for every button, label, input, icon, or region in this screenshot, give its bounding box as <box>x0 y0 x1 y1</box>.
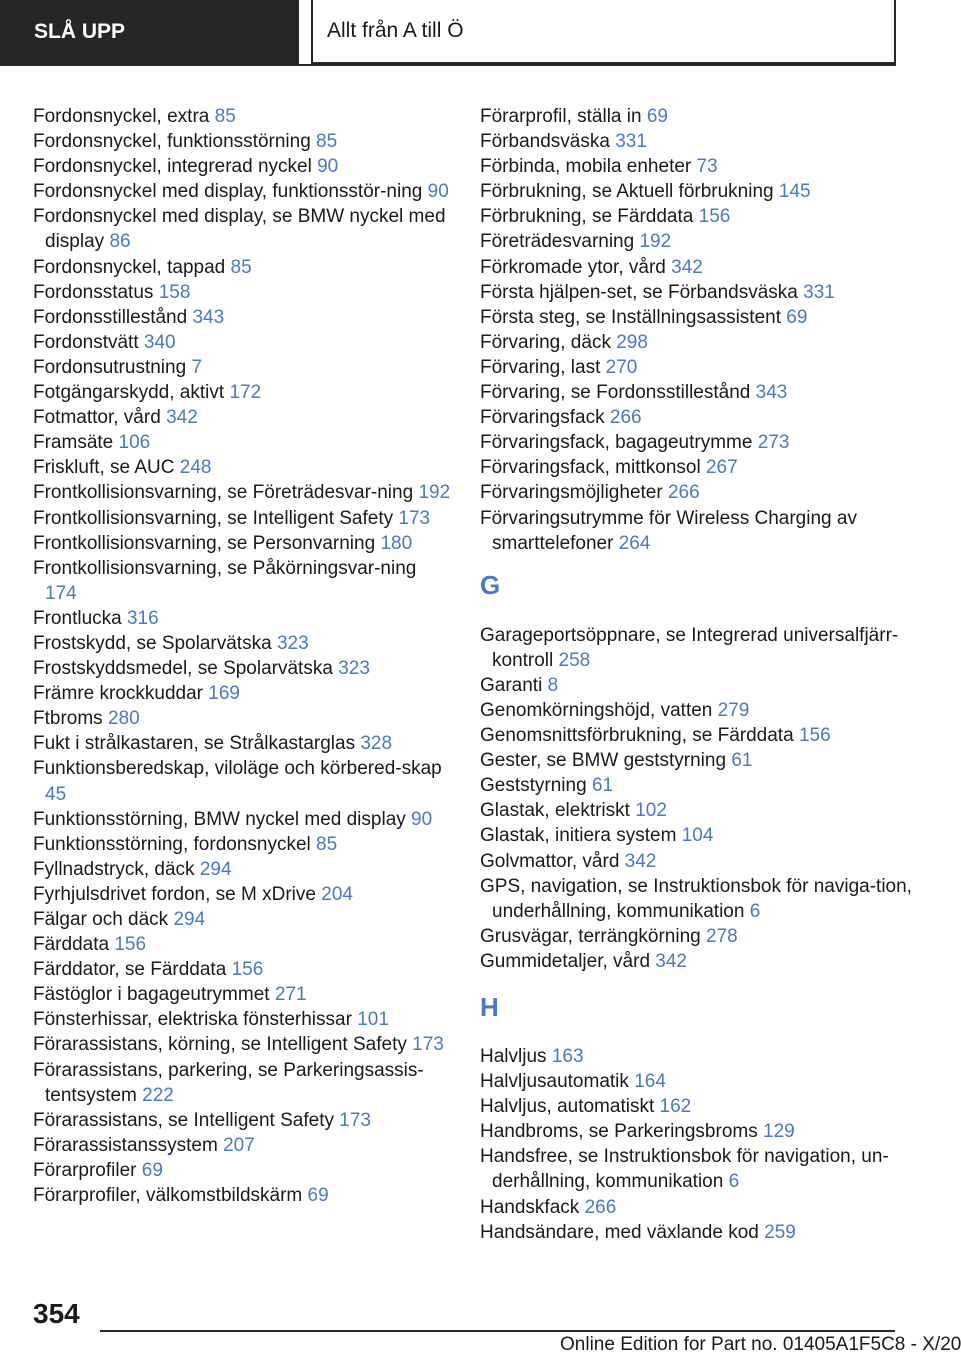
entry-page-link[interactable]: 85 <box>230 256 252 278</box>
entry-text: Förvaringsfack, bagageutrymme <box>480 432 753 454</box>
index-entry <box>480 1069 930 1094</box>
entry-page-link[interactable]: 45 <box>45 783 67 805</box>
entry-text: Frontkollisionsvarning, se Påkörningsvar‐ning <box>33 557 417 579</box>
entry-text: Frontkollisionsvarning, se Intelligent Safety <box>33 507 394 529</box>
index-entry <box>480 1094 930 1119</box>
entry-text: Fordonsnyckel, funktionsstörning <box>33 131 311 153</box>
entry-page-link[interactable]: 264 <box>618 532 651 554</box>
entry-page-link[interactable]: 6 <box>749 900 761 922</box>
entry-text: Handskfack <box>480 1196 580 1218</box>
entry-page-link[interactable]: 192 <box>639 231 672 253</box>
entry-page-link[interactable]: 90 <box>427 181 449 203</box>
index-entry <box>480 849 930 874</box>
entry-page-link[interactable]: 266 <box>609 407 642 429</box>
entry-text: Fotgängarskydd, aktivt <box>33 382 225 404</box>
entry-page-link[interactable]: 294 <box>199 858 232 880</box>
index-entry <box>33 280 453 305</box>
entry-text: Fordonsnyckel, integrerad nyckel <box>33 156 312 178</box>
index-entry <box>33 882 453 907</box>
entry-text: Handbroms, se Parkeringsbroms <box>480 1121 758 1143</box>
entry-text: Friskluft, se AUC <box>33 457 175 479</box>
entry-page-link[interactable]: 169 <box>208 683 240 705</box>
entry-text: Förvaring, däck <box>480 331 611 353</box>
index-entry <box>480 924 930 949</box>
entry-text: Fordonsstillestånd <box>33 306 188 328</box>
letter-heading-g: G <box>480 569 501 600</box>
entry-text: Genomsnittsförbrukning, se Färddata <box>480 725 794 747</box>
entry-text: Frontkollisionsvarning, se Personvarning <box>33 532 376 554</box>
entry-text: Fästöglor i bagageutrymmet <box>33 984 270 1006</box>
index-entry <box>480 1195 930 1220</box>
index-entry <box>480 380 930 405</box>
index-entry <box>33 857 453 882</box>
index-entry <box>480 104 930 129</box>
index-entry <box>33 1058 453 1108</box>
index-entry <box>33 255 453 280</box>
entry-text: Gester, se BMW geststyrning <box>480 750 727 772</box>
index-entry <box>33 1007 453 1032</box>
index-entry <box>33 1133 453 1158</box>
entry-page-link[interactable]: 342 <box>624 850 657 872</box>
entry-page-link[interactable]: 298 <box>616 331 648 353</box>
index-entry <box>480 480 930 505</box>
index-entry <box>33 179 453 204</box>
entry-text: Förvaringsfack, mittkonsol <box>480 457 701 479</box>
entry-text: Halvljusautomatik <box>480 1071 629 1093</box>
entry-page-link[interactable]: 331 <box>803 281 835 303</box>
index-entry <box>33 656 453 681</box>
entry-page-link[interactable]: 323 <box>338 658 370 680</box>
entry-text: Glastak, elektriskt <box>480 800 630 822</box>
entry-text: Funktionsstörning, fordonsnyckel <box>33 833 311 855</box>
entry-text: Förarprofiler, välkomstbildskärm <box>33 1185 303 1207</box>
index-entry <box>33 1108 453 1133</box>
entry-text: Handsfree, se Instruktionsbok för navigation, un‐derhållning, kommunikation <box>480 1146 889 1193</box>
entry-text: Fordonsnyckel, tappad <box>33 256 226 278</box>
entry-page-link[interactable]: 266 <box>667 482 700 504</box>
entry-page-link[interactable]: 343 <box>755 382 788 404</box>
index-entry <box>480 1144 930 1194</box>
entry-page-link[interactable]: 69 <box>646 106 668 127</box>
entry-page-link[interactable]: 280 <box>107 708 140 730</box>
index-entry <box>33 204 453 254</box>
entry-text: Glastak, initiera system <box>480 825 677 847</box>
entry-text: Förarassistans, parkering, se Parkeringsassis‐tentsystem <box>33 1059 424 1106</box>
entry-page-link[interactable]: 270 <box>605 356 638 378</box>
entry-text: Garanti <box>480 674 543 696</box>
index-entry <box>33 706 453 731</box>
entry-page-link[interactable]: 323 <box>276 632 309 654</box>
index-entry <box>480 229 930 254</box>
index-entry <box>33 104 453 129</box>
index-entry <box>33 756 453 806</box>
index-entry <box>33 405 453 430</box>
entry-page-link[interactable]: 156 <box>231 959 264 981</box>
page-header <box>0 0 960 66</box>
entry-text: Halvljus, automatiskt <box>480 1096 655 1118</box>
entry-page-link[interactable]: 102 <box>635 800 667 822</box>
index-entry <box>33 355 453 380</box>
entry-page-link[interactable]: 173 <box>339 1109 371 1131</box>
index-entry <box>480 798 930 823</box>
index-list-f <box>480 104 930 556</box>
index-entry <box>480 823 930 848</box>
index-entry <box>33 957 453 982</box>
entry-page-link[interactable]: 156 <box>798 725 831 747</box>
entry-page-link[interactable]: 61 <box>731 750 753 772</box>
index-entry <box>480 355 930 380</box>
entry-text: Gummidetaljer, vård <box>480 950 651 972</box>
entry-text: Fordonsutrustning <box>33 356 187 378</box>
entry-text: Frostskydd, se Spolarvätska <box>33 632 272 654</box>
entry-page-link[interactable]: 86 <box>109 231 131 253</box>
entry-page-link[interactable]: 207 <box>223 1134 255 1156</box>
entry-page-link[interactable]: 271 <box>274 984 307 1006</box>
entry-page-link[interactable]: 104 <box>681 825 714 847</box>
entry-text: Golvmattor, vård <box>480 850 620 872</box>
entry-page-link[interactable]: 164 <box>634 1071 666 1093</box>
entry-page-link[interactable]: 145 <box>778 181 811 203</box>
entry-text: Fotmattor, vård <box>33 407 161 429</box>
edition-footer: Online Edition for Part no. 01405A1F5C8 - X/20 <box>560 1334 961 1355</box>
entry-text: Fönsterhissar, elektriska fönsterhissar <box>33 1009 352 1031</box>
header-divider <box>0 64 896 66</box>
entry-page-link[interactable]: 90 <box>317 156 339 178</box>
index-entry <box>480 154 930 179</box>
entry-text: Handsändare, med växlande kod <box>480 1221 759 1243</box>
entry-text: Förvaringsfack <box>480 407 605 429</box>
entry-text: Förvaringsutrymme för Wireless Charging av smarttelefoner <box>480 507 857 554</box>
entry-page-link[interactable]: 294 <box>173 909 206 930</box>
index-entry <box>33 480 453 505</box>
entry-text: Förarassistans, se Intelligent Safety <box>33 1109 334 1131</box>
entry-text: Företrädesvarning <box>480 231 635 253</box>
index-entry <box>480 1119 930 1144</box>
entry-page-link[interactable]: 85 <box>316 131 338 153</box>
title-tab: Allt från A till Ö <box>311 0 896 64</box>
entry-text: Fordonsnyckel med display, funktionsstör‐ning <box>33 181 423 203</box>
entry-page-link[interactable]: 172 <box>229 382 262 404</box>
index-entry <box>480 129 930 154</box>
index-entry <box>33 531 453 556</box>
entry-text: Färddator, se Färddata <box>33 959 227 981</box>
entry-text: Fordonsnyckel med display, se BMW nyckel med display <box>33 206 446 253</box>
entry-text: Förkromade ytor, vård <box>480 256 666 278</box>
entry-page-link[interactable]: 85 <box>214 106 236 127</box>
entry-page-link[interactable]: 259 <box>764 1221 796 1243</box>
entry-page-link[interactable]: 180 <box>380 532 413 554</box>
index-entry <box>480 673 930 698</box>
entry-text: Framsäte <box>33 432 114 454</box>
entry-page-link[interactable]: 340 <box>143 331 176 353</box>
entry-page-link[interactable]: 279 <box>717 699 750 721</box>
entry-text: Fyllnadstryck, däck <box>33 858 195 880</box>
page-number: 354 <box>33 1298 80 1329</box>
entry-text: Frontkollisionsvarning, se Företrädesvar‐ning <box>33 482 414 504</box>
entry-page-link[interactable]: 342 <box>671 256 703 278</box>
entry-text: Förvaring, se Fordonsstillestånd <box>480 382 751 404</box>
index-list-h <box>480 1044 930 1245</box>
entry-text: Förarprofiler <box>33 1159 137 1181</box>
index-entry <box>33 1032 453 1057</box>
index-entry <box>480 280 930 305</box>
index-entry <box>480 330 930 355</box>
entry-page-link[interactable]: 163 <box>551 1046 584 1067</box>
entry-text: Främre krockkuddar <box>33 683 203 705</box>
index-entry <box>33 506 453 531</box>
entry-text: Fyrhjulsdrivet fordon, se M xDrive <box>33 883 316 905</box>
index-entry <box>33 807 453 832</box>
entry-text: Förarprofil, ställa in <box>480 106 642 127</box>
entry-text: Förbrukning, se Aktuell förbrukning <box>480 181 774 203</box>
entry-text: Förarassistanssystem <box>33 1134 218 1156</box>
entry-page-link[interactable]: 69 <box>307 1185 329 1207</box>
entry-text: Fukt i strålkastaren, se Strålkastarglas <box>33 733 356 755</box>
entry-text: Förvaringsmöjligheter <box>480 482 663 504</box>
index-entry <box>480 455 930 480</box>
entry-text: Frostskyddsmedel, se Spolarvätska <box>33 658 333 680</box>
entry-text: Förbrukning, se Färddata <box>480 206 694 228</box>
index-entry <box>480 204 930 229</box>
index-entry <box>33 731 453 756</box>
entry-page-link[interactable]: 69 <box>786 306 808 328</box>
index-entry <box>33 932 453 957</box>
entry-text: Funktionsberedskap, viloläge och körbered‐skap <box>33 758 442 780</box>
entry-text: Halvljus <box>480 1046 547 1067</box>
entry-page-link[interactable]: 266 <box>584 1196 617 1218</box>
index-entry <box>33 982 453 1007</box>
entry-text: Första hjälpen-set, se Förbandsväska <box>480 281 798 303</box>
entry-text: Frontlucka <box>33 607 122 629</box>
index-column-right <box>480 104 930 1245</box>
index-entry <box>480 748 930 773</box>
entry-page-link[interactable]: 156 <box>114 934 147 956</box>
index-entry <box>480 874 930 924</box>
index-entry <box>33 430 453 455</box>
entry-page-link[interactable]: 273 <box>757 432 790 454</box>
index-entry <box>480 179 930 204</box>
index-entry <box>33 154 453 179</box>
entry-text: Garageportsöppnare, se Integrerad universalfjärr‐kontroll <box>480 624 899 671</box>
index-column-left <box>33 104 453 1208</box>
entry-page-link[interactable]: 267 <box>705 457 738 479</box>
index-entry <box>480 623 930 673</box>
entry-page-link[interactable]: 331 <box>615 131 647 153</box>
entry-page-link[interactable]: 173 <box>398 507 431 529</box>
entry-page-link[interactable]: 129 <box>763 1121 795 1143</box>
index-entry <box>33 556 453 606</box>
index-entry <box>33 1183 453 1208</box>
entry-text: Färddata <box>33 934 110 956</box>
entry-page-link[interactable]: 173 <box>412 1034 444 1056</box>
index-entry <box>33 380 453 405</box>
letter-heading-h: H <box>480 992 499 1022</box>
entry-page-link[interactable]: 156 <box>698 206 731 228</box>
entry-page-link[interactable]: 278 <box>706 925 738 947</box>
entry-page-link[interactable]: 222 <box>142 1084 174 1106</box>
index-entry <box>480 255 930 280</box>
index-entry <box>33 631 453 656</box>
entry-page-link[interactable]: 258 <box>558 649 591 671</box>
entry-page-link[interactable]: 158 <box>158 281 191 303</box>
index-entry <box>480 949 930 974</box>
index-entry <box>33 832 453 857</box>
entry-text: Grusvägar, terrängkörning <box>480 925 701 947</box>
entry-page-link[interactable]: 69 <box>141 1159 163 1181</box>
entry-page-link[interactable]: 7 <box>191 356 203 378</box>
entry-text: Fordonstvätt <box>33 331 139 353</box>
entry-page-link[interactable]: 8 <box>547 674 559 696</box>
index-entry <box>480 305 930 330</box>
entry-page-link[interactable]: 162 <box>659 1096 692 1118</box>
entry-text: Förvaring, last <box>480 356 601 378</box>
entry-text: Geststyrning <box>480 775 587 797</box>
index-entry <box>480 723 930 748</box>
entry-text: Förbandsväska <box>480 131 610 153</box>
entry-page-link[interactable]: 204 <box>321 883 353 905</box>
index-entry <box>480 1220 930 1245</box>
index-entry <box>480 405 930 430</box>
index-entry <box>33 1158 453 1183</box>
entry-page-link[interactable]: 328 <box>360 733 393 755</box>
index-entry <box>480 506 930 556</box>
index-entry <box>480 698 930 723</box>
entry-page-link[interactable]: 248 <box>179 457 212 479</box>
index-entry <box>33 907 453 932</box>
index-entry <box>33 330 453 355</box>
entry-page-link[interactable]: 6 <box>728 1171 740 1193</box>
index-list-g <box>480 623 930 974</box>
entry-text: Funktionsstörning, BMW nyckel med display <box>33 808 406 830</box>
index-entry <box>33 681 453 706</box>
index-entry <box>33 606 453 631</box>
entry-text: Ftbroms <box>33 708 103 730</box>
entry-page-link[interactable]: 316 <box>126 607 159 629</box>
entry-page-link[interactable]: 73 <box>696 156 718 178</box>
entry-text: Förbinda, mobila enheter <box>480 156 692 178</box>
entry-text: Fordonsnyckel, extra <box>33 106 210 127</box>
index-entry <box>480 430 930 455</box>
entry-text: GPS, navigation, se Instruktionsbok för naviga‐tion, underhållning, kommunikation <box>480 875 912 922</box>
index-entry <box>33 455 453 480</box>
entry-page-link[interactable]: 106 <box>118 432 151 454</box>
entry-text: Genomkörningshöjd, vatten <box>480 699 713 721</box>
entry-page-link[interactable]: 61 <box>591 775 614 797</box>
index-entry <box>480 1044 930 1069</box>
index-entry <box>33 305 453 330</box>
footer-divider <box>100 1330 895 1332</box>
index-entry <box>480 773 930 798</box>
entry-page-link[interactable]: 342 <box>166 407 198 429</box>
entry-page-link[interactable]: 90 <box>411 808 433 830</box>
entry-page-link[interactable]: 192 <box>418 482 451 504</box>
entry-page-link[interactable]: 85 <box>316 833 338 855</box>
section-tab[interactable]: SLÅ UPP <box>0 0 299 64</box>
entry-text: Fälgar och däck <box>33 909 169 930</box>
entry-page-link[interactable]: 174 <box>45 582 77 604</box>
entry-text: Första steg, se Inställningsassistent <box>480 306 781 328</box>
entry-text: Fordonsstatus <box>33 281 154 303</box>
entry-text: Förarassistans, körning, se Intelligent Safety <box>33 1034 407 1056</box>
entry-page-link[interactable]: 343 <box>192 306 225 328</box>
index-entry <box>33 129 453 154</box>
entry-page-link[interactable]: 101 <box>357 1009 389 1031</box>
entry-page-link[interactable]: 342 <box>655 950 687 972</box>
